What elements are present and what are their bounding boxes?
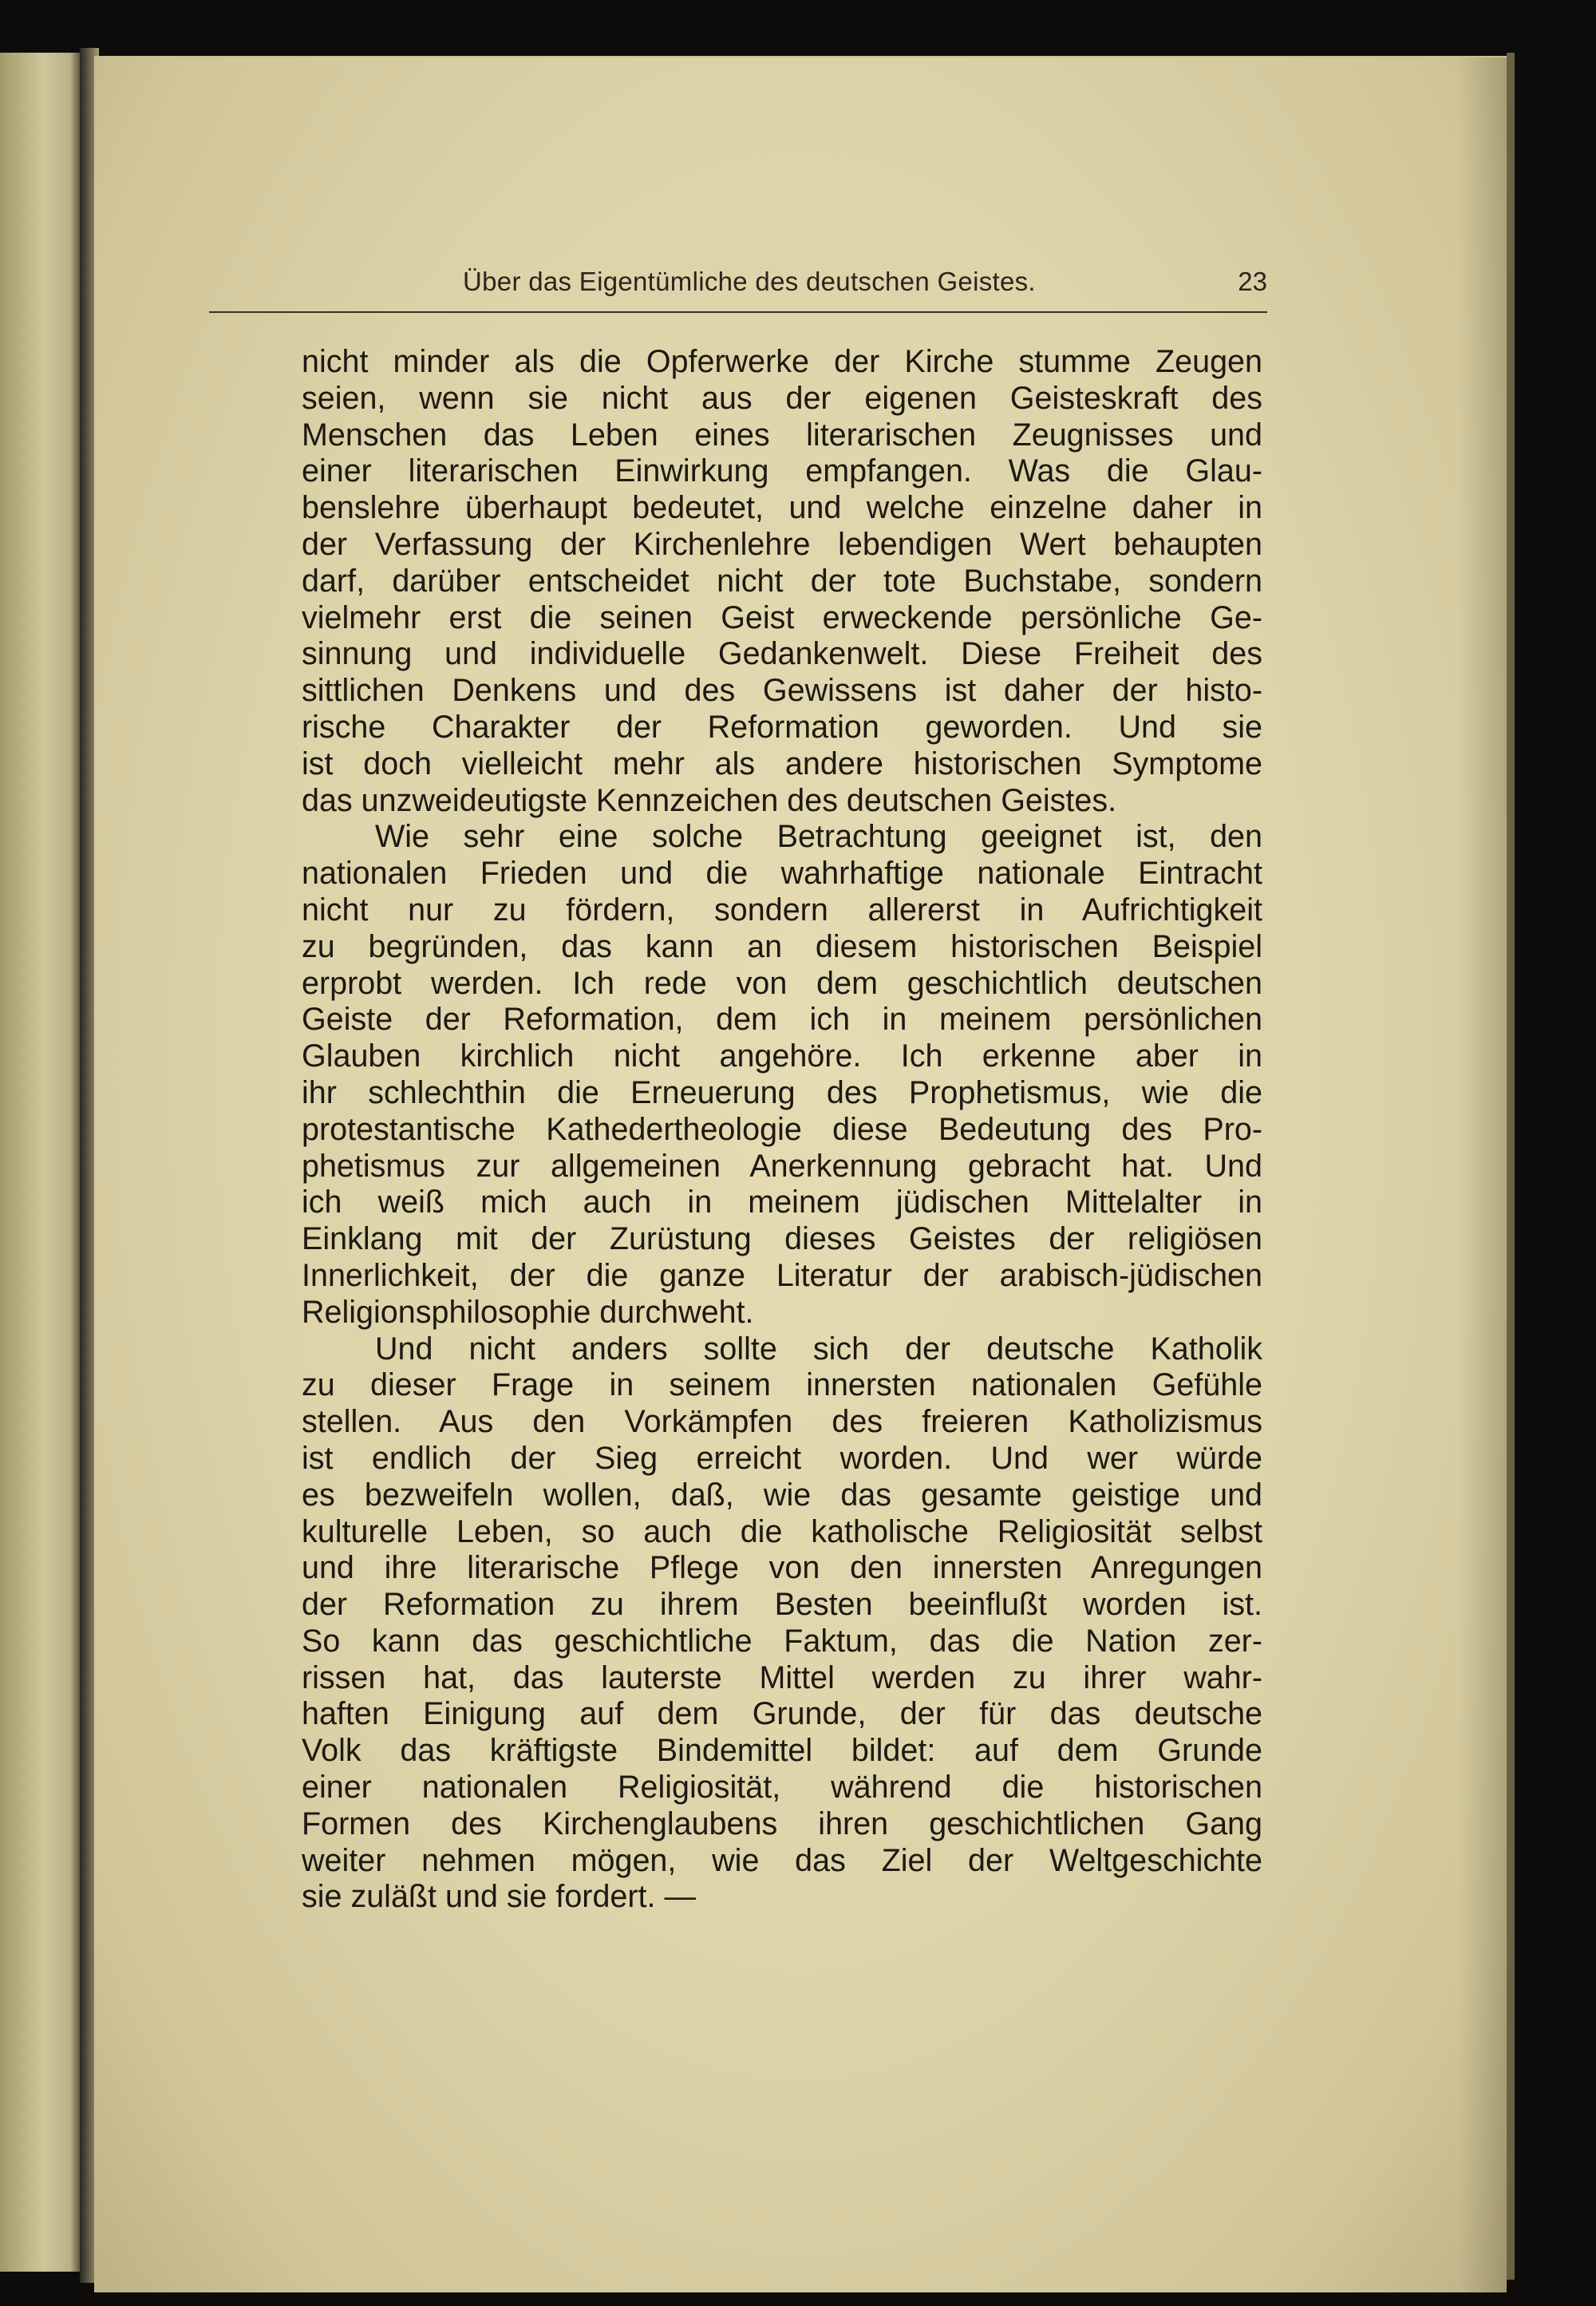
text-line: haften Einigung auf dem Grunde, der für das deutsche (302, 1696, 1262, 1732)
body-text (302, 344, 1262, 1916)
text-line: Wie sehr eine solche Betrachtung geeignet ist, den (375, 819, 1262, 855)
text-line: ist endlich der Sieg erreicht worden. Und wer würde (302, 1440, 1262, 1476)
left-page-edge (0, 53, 80, 2272)
text-line: es bezweifeln wollen, daß, wie das gesamte geistige und (302, 1477, 1262, 1513)
text-line: seien, wenn sie nicht aus der eigenen Geisteskraft des (302, 380, 1262, 416)
running-head (209, 262, 1267, 311)
text-line: das unzweideutigste Kennzeichen des deutschen Geistes. (302, 782, 1117, 818)
text-line: einer nationalen Religiosität, während die historischen (302, 1770, 1262, 1806)
text-line: vielmehr erst die seinen Geist erweckende persönliche Ge- (302, 599, 1262, 635)
text-line: nationalen Frieden und die wahrhaftige nationale Eintracht (302, 856, 1262, 892)
text-line: Formen des Kirchenglaubens ihren geschichtlichen Gang (302, 1806, 1262, 1841)
text-line: sie zuläßt und sie fordert. — (302, 1879, 696, 1915)
text-line: rische Charakter der Reformation geworden. Und sie (302, 709, 1262, 745)
text-line: zu begründen, das kann an diesem historischen Beispiel (302, 928, 1262, 964)
text-line: Glauben kirchlich nicht angehöre. Ich erkenne aber in (302, 1038, 1262, 1074)
running-title: Über das Eigentümliche des deutschen Geistes. (463, 267, 1036, 296)
text-line: Religionsphilosophie durchweht. (302, 1294, 754, 1330)
text-line: weiter nehmen mögen, wie das Ziel der Weltgeschichte (302, 1842, 1262, 1878)
text-line: ich weiß mich auch in meinem jüdischen Mittelalter in (302, 1185, 1262, 1220)
text-line: Volk das kräftigste Bindemittel bildet: auf dem Grunde (302, 1733, 1262, 1769)
text-line: darf, darüber entscheidet nicht der tote Buchstabe, sondern (302, 563, 1262, 599)
text-line: sittlichen Denkens und des Gewissens ist daher der histo- (302, 673, 1262, 709)
text-line: einer literarischen Einwirkung empfangen. Was die Glau- (302, 453, 1262, 489)
text-line: Geiste der Reformation, dem ich in meinem persönlichen (302, 1002, 1262, 1038)
text-line: benslehre überhaupt bedeutet, und welche einzelne daher in (302, 490, 1262, 526)
text-line: der Reformation zu ihrem Besten beeinflußt worden ist. (302, 1587, 1262, 1623)
text-line: der Verfassung der Kirchenlehre lebendigen Wert behaupten (302, 526, 1262, 562)
text-line: protestantische Kathedertheologie diese Bedeutung des Pro- (302, 1111, 1262, 1147)
text-line: nicht minder als die Opferwerke der Kirche stumme Zeugen (302, 344, 1262, 379)
page-shadow (1459, 57, 1507, 2292)
text-line: Innerlichkeit, der die ganze Literatur der arabisch-jüdischen (302, 1257, 1262, 1293)
text-line: ist doch vielleicht mehr als andere historischen Symptome (302, 746, 1262, 781)
text-line: So kann das geschichtliche Faktum, das die Nation zer- (302, 1623, 1262, 1659)
text-line: rissen hat, das lauterste Mittel werden zu ihrer wahr- (302, 1659, 1262, 1695)
page-number: 23 (1238, 267, 1267, 296)
text-line: phetismus zur allgemeinen Anerkennung gebracht hat. Und (302, 1148, 1262, 1184)
text-line: Einklang mit der Zurüstung dieses Geistes der religiösen (302, 1221, 1262, 1257)
text-line: zu dieser Frage in seinem innersten nationalen Gefühle (302, 1367, 1262, 1403)
text-line: erprobt werden. Ich rede von dem geschichtlich deutschen (302, 965, 1262, 1001)
text-line: stellen. Aus den Vorkämpfen des freieren Katholizismus (302, 1404, 1262, 1440)
header-rule (209, 311, 1267, 313)
text-line: sinnung und individuelle Gedankenwelt. Diese Freiheit des (302, 636, 1262, 672)
text-line: und ihre literarische Pflege von den innersten Anregungen (302, 1550, 1262, 1586)
text-line: Und nicht anders sollte sich der deutsche Katholik (375, 1331, 1262, 1367)
text-line: ihr schlechthin die Erneuerung des Prophetismus, wie die (302, 1074, 1262, 1110)
text-line: nicht nur zu fördern, sondern allererst in Aufrichtigkeit (302, 892, 1262, 928)
text-line: Menschen das Leben eines literarischen Zeugnisses und (302, 417, 1262, 453)
right-page-edge (1507, 53, 1515, 2280)
text-line: kulturelle Leben, so auch die katholische Religiosität selbst (302, 1513, 1262, 1549)
